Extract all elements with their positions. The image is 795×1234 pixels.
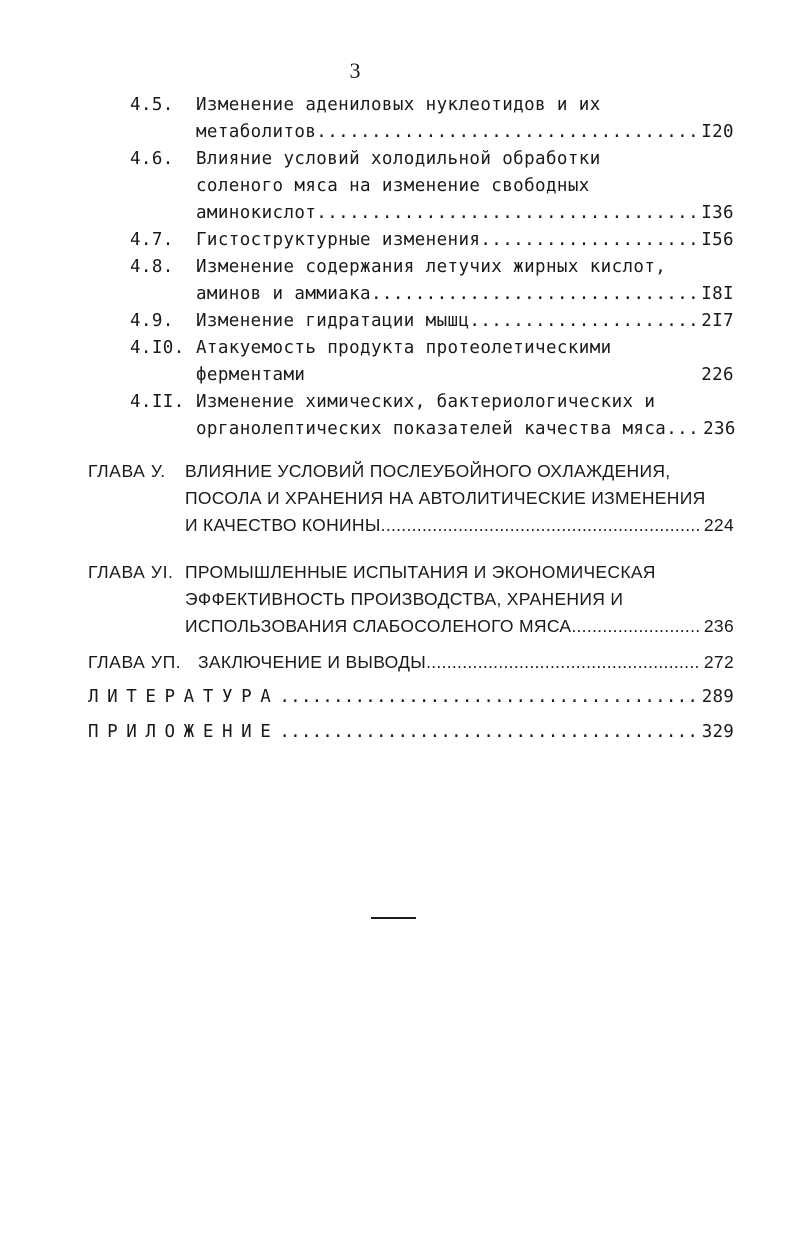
section-number: 4.8. [130, 257, 174, 277]
page-ref: 224 [703, 515, 734, 535]
toc-entry-4-6[interactable] [0, 146, 795, 227]
chapter-label: ГЛАВА У. [88, 461, 166, 481]
chapter-title-line: ПОСОЛА И ХРАНЕНИЯ НА АВТОЛИТИЧЕСКИЕ ИЗМЕНЕНИЯ [185, 488, 706, 508]
dot-leader [381, 512, 700, 539]
section-number: 4.9. [130, 311, 174, 331]
page-number: 3 [349, 58, 361, 83]
table-of-contents [0, 92, 795, 746]
entry-title-line: Изменение адениловых нуклеотидов и их [196, 95, 601, 115]
dot-leader [316, 200, 697, 227]
toc-entry-4-9[interactable] [0, 308, 795, 335]
chapter-title-line: ИСПОЛЬЗОВАНИЯ СЛАБОСОЛЕНОГО МЯСА [185, 616, 572, 636]
chapter-label: ГЛАВА УI. [88, 562, 174, 582]
entry-title-line: метаболитов [196, 122, 317, 142]
entry-title-line: соленого мяса на изменение свободных [196, 176, 590, 196]
entry-title-line: Изменение химических, бактериологических и [196, 392, 656, 412]
section-number: 4.7. [130, 230, 174, 250]
chapter-title-line: ЭФФЕКТИВНОСТЬ ПРОИЗВОДСТВА, ХРАНЕНИЯ И [185, 589, 624, 609]
toc-entry-4-7[interactable] [0, 227, 795, 254]
section-number: 4.I0. [130, 338, 185, 358]
appendix-label: ПРИЛОЖЕНИЕ [88, 722, 280, 742]
page-ref: 272 [703, 652, 734, 672]
entry-title-line: Атакуемость продукта протеолетическими [196, 338, 612, 358]
end-separator-dash [371, 917, 416, 919]
chapter-label: ГЛАВА УП. [88, 652, 182, 672]
section-number: 4.6. [130, 149, 174, 169]
toc-chapter-5[interactable] [0, 458, 795, 539]
literature-label: ЛИТЕРАТУРА [88, 687, 280, 707]
toc-entry-4-11[interactable] [0, 389, 795, 443]
section-number: 4.5. [130, 95, 174, 115]
dot-leader [426, 649, 700, 676]
dot-leader [571, 613, 700, 640]
entry-title-line: Гистоструктурные изменения [196, 230, 481, 250]
chapter-title-line: ПРОМЫШЛЕННЫЕ ИСПЫТАНИЯ И ЭКОНОМИЧЕСКАЯ [185, 562, 656, 582]
page-ref: 289 [701, 687, 734, 707]
toc-entry-4-8[interactable] [0, 254, 795, 308]
page-ref: I8I [701, 284, 734, 304]
page-ref: I36 [701, 203, 734, 223]
entry-title-line: органолептических показателей качества мяса... [196, 419, 700, 439]
page-ref: I20 [701, 122, 734, 142]
page-ref: 226 [701, 365, 734, 385]
dot-leader [316, 119, 697, 146]
toc-literature[interactable] [0, 684, 795, 711]
dot-leader [279, 684, 697, 711]
entry-title-line: аминов и аммиака [196, 284, 371, 304]
toc-chapter-6[interactable] [0, 559, 795, 640]
chapter-title-line: И КАЧЕСТВО КОНИНЫ [185, 515, 381, 535]
entry-title-line: Изменение содержания летучих жирных кислот, [196, 257, 667, 277]
toc-chapter-7[interactable] [0, 649, 795, 676]
page-ref: I56 [701, 230, 734, 250]
dot-leader [480, 227, 697, 254]
dot-leader [371, 281, 697, 308]
section-number: 4.II. [130, 392, 185, 412]
dot-leader [279, 719, 697, 746]
entry-title-line: Изменение гидратации мышц [196, 311, 470, 331]
page-ref: 2I7 [701, 311, 734, 331]
entry-title-line: аминокислот [196, 203, 317, 223]
chapter-title-line: ЗАКЛЮЧЕНИЕ И ВЫВОДЫ [198, 652, 427, 672]
page-ref: 329 [701, 722, 734, 742]
entry-title-line: Влияние условий холодильной обработки [196, 149, 601, 169]
entry-title-line: ферментами [196, 365, 306, 385]
chapter-title-line: ВЛИЯНИЕ УСЛОВИЙ ПОСЛЕУБОЙНОГО ОХЛАЖДЕНИЯ, [185, 461, 671, 481]
toc-appendix[interactable] [0, 719, 795, 746]
dot-leader [469, 308, 697, 335]
page-ref: 236 [703, 419, 736, 439]
toc-entry-4-5[interactable] [0, 92, 795, 146]
toc-entry-4-10[interactable] [0, 335, 795, 389]
page-ref: 236 [703, 616, 734, 636]
